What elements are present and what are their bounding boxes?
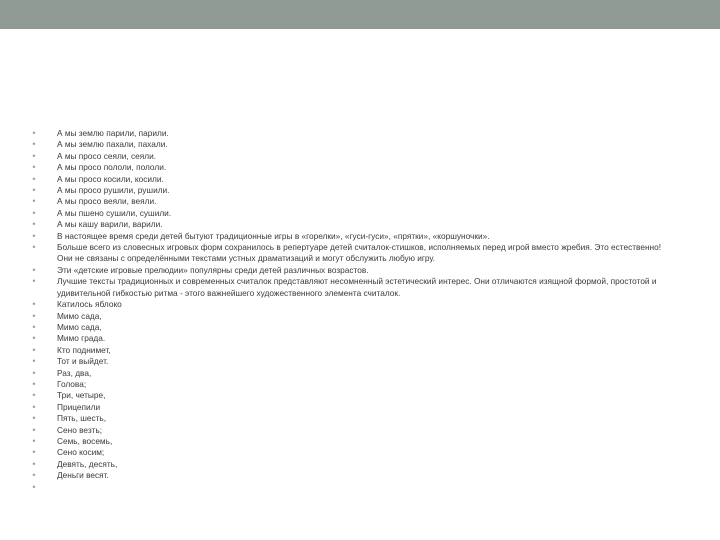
bullet-icon: • <box>32 242 36 253</box>
list-item <box>30 447 670 458</box>
list-item-text: В настоящее время среди детей бытуют традиционные игры в «горелки», «гуси-гуси», «прятки», «коршуночки». <box>57 230 490 241</box>
bullet-icon: • <box>32 424 36 435</box>
bullet-icon: • <box>32 310 36 321</box>
list-item-text: Пять, шесть, <box>57 413 107 424</box>
list-item <box>30 356 670 367</box>
list-item <box>30 128 670 139</box>
list-item <box>30 276 670 299</box>
bullet-icon: • <box>32 401 36 412</box>
bullet-icon: • <box>32 458 36 469</box>
list-item-text: Семь, восемь, <box>57 435 113 446</box>
bullet-icon: • <box>32 207 36 218</box>
bullet-icon: • <box>32 367 36 378</box>
bullet-icon: • <box>32 128 36 138</box>
bullet-icon: • <box>32 219 36 230</box>
list-item-text: А мы просо сеяли, сеяли. <box>57 150 157 161</box>
bullet-icon: • <box>32 413 36 424</box>
list-item-text: Девять, десять, <box>57 458 118 469</box>
bullet-icon: • <box>32 230 36 241</box>
list-item <box>30 162 670 173</box>
list-item <box>30 390 670 401</box>
list-item <box>30 459 670 470</box>
list-item-text: А мы просо веяли, веяли. <box>57 196 157 207</box>
list-item <box>30 436 670 447</box>
list-item <box>30 185 670 196</box>
list-item <box>30 311 670 322</box>
list-item-text: А мы землю парили, парили. <box>57 128 169 138</box>
list-item <box>30 333 670 344</box>
bullet-icon: • <box>32 378 36 389</box>
list-item-text: А мы кашу варили, варили. <box>57 219 163 230</box>
list-item-text: Тот и выйдет. <box>57 356 109 367</box>
list-item-text: Мимо града. <box>57 333 106 344</box>
list-item <box>30 345 670 356</box>
list-item-text: Мимо сада, <box>57 310 102 321</box>
bullet-icon: • <box>32 356 36 367</box>
list-item-text: Три, четыре, <box>57 390 106 401</box>
list-item <box>30 219 670 230</box>
bullet-list-content <box>30 128 670 492</box>
list-item <box>30 470 670 481</box>
list-item-text: Кто поднимет, <box>57 344 111 355</box>
list-item-text: А мы пшено сушили, сушили. <box>57 207 172 218</box>
list-item-text: Больше всего из словесных игровых форм сохранилось в репертуаре детей считалок-стишков, исполняемых перед игрой вместо жребия. Это естественно! Они не связаны с определёнными текстами устных драматизаций и могут обслужить любую игру. <box>57 242 662 264</box>
list-item <box>30 151 670 162</box>
list-item <box>30 139 670 150</box>
list-item <box>30 174 670 185</box>
bullet-icon: • <box>32 470 36 481</box>
list-item <box>30 265 670 276</box>
list-item-text: А мы просо пололи, пололи. <box>57 162 167 173</box>
bullet-icon: • <box>32 333 36 344</box>
bullet-icon: • <box>32 299 36 310</box>
list-item <box>30 322 670 333</box>
list-item <box>30 231 670 242</box>
title-bar <box>0 0 720 29</box>
list-item-text: Катилось яблоко <box>57 299 122 310</box>
bullet-icon: • <box>32 185 36 196</box>
list-item <box>30 196 670 207</box>
bullet-icon: • <box>32 390 36 401</box>
bullet-icon: • <box>32 139 36 150</box>
list-item <box>30 413 670 424</box>
list-item-text: Мимо сада, <box>57 321 102 332</box>
list-item-text: Эти «детские игровые прелюдии» популярны среди детей различных возрастов. <box>57 264 369 275</box>
bullet-icon: • <box>32 481 36 492</box>
bullet-icon: • <box>32 196 36 207</box>
list-item-text: Сено везть; <box>57 424 103 435</box>
list-item <box>30 208 670 219</box>
list-item <box>30 425 670 436</box>
bullet-icon: • <box>32 162 36 173</box>
bullet-icon: • <box>32 447 36 458</box>
list-item-text: Прицепили <box>57 401 101 412</box>
bullet-icon: • <box>32 173 36 184</box>
bullet-icon: • <box>32 276 36 287</box>
list-item-text: Раз, два, <box>57 367 92 378</box>
list-item <box>30 379 670 390</box>
list-item <box>30 402 670 413</box>
list-item <box>30 242 670 265</box>
list-item-text: А мы просо рушили, рушили. <box>57 185 170 196</box>
list-item <box>30 368 670 379</box>
list-item-text: Голова; <box>57 378 87 389</box>
bullet-list <box>30 128 670 492</box>
bullet-icon: • <box>32 150 36 161</box>
bullet-icon: • <box>32 264 36 275</box>
bullet-icon: • <box>32 344 36 355</box>
bullet-icon: • <box>32 435 36 446</box>
list-item <box>30 299 670 310</box>
list-item-text: А мы просо косили, косили. <box>57 173 164 184</box>
bullet-icon: • <box>32 321 36 332</box>
list-item-text: Лучшие тексты традиционных и современных считалок представляют несомненный эстетический интерес. Они отличаются изящной формой, простотой и удивительной гибкостью ритма - этого важнейшего художественного элемента считалок. <box>57 276 657 298</box>
list-item-text: Сено косим; <box>57 447 105 458</box>
list-item-text: А мы землю пахали, пахали. <box>57 139 168 150</box>
list-item-text: Деньги весят. <box>57 470 109 481</box>
